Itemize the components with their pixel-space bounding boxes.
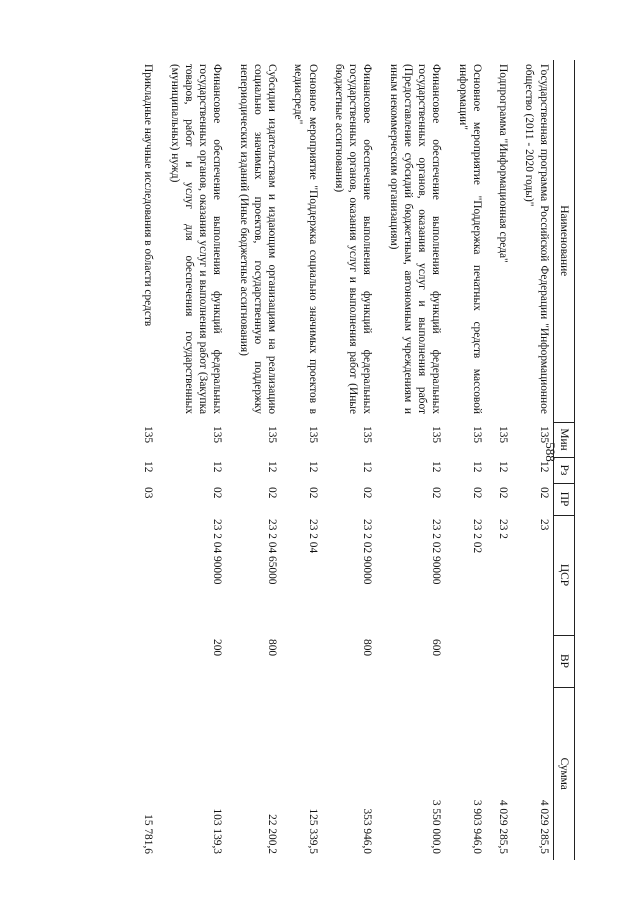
cell-min: 135 <box>537 426 550 444</box>
table-row <box>322 60 377 860</box>
cell-rz: 12 <box>306 461 319 473</box>
header-name: Наименование <box>553 60 574 422</box>
cell-pr: 02 <box>471 487 483 499</box>
cell-csr: 23 2 02 <box>471 519 483 554</box>
cell-pr: 02 <box>211 487 224 499</box>
cell-vr <box>446 635 487 687</box>
cell-csr: 23 2 04 65000 <box>266 519 279 585</box>
cell-name: Подпрограмма "Информационная среда" <box>497 64 510 263</box>
cell-name: Основное мероприятие "Поддержка социально значимых проектов в медиасреде" <box>292 64 319 414</box>
cell-rz: 12 <box>211 461 224 473</box>
cell-sum: 125 339,5 <box>306 808 319 854</box>
header-csr: ЦСР <box>553 515 574 635</box>
header-rz: Рз <box>553 457 574 483</box>
header-pr: ПР <box>553 483 574 515</box>
cell-min: 135 <box>497 426 510 444</box>
cell-name: Субсидии издательствам и издающим организациям на реализацию социально значимых проектов, государственную поддержку непериодических изданий (Иные бюджетные ассигнования) <box>237 64 279 414</box>
cell-pr: 02 <box>361 487 374 499</box>
cell-pr: 02 <box>537 487 550 499</box>
budget-table <box>131 60 575 860</box>
cell-csr: 23 2 04 90000 <box>211 519 224 585</box>
cell-min: 135 <box>211 426 224 444</box>
cell-sum: 3 903 946,0 <box>471 799 483 854</box>
cell-vr: 800 <box>266 639 279 657</box>
cell-vr: 200 <box>211 639 224 657</box>
cell-rz: 12 <box>266 461 279 473</box>
cell-sum: 22 200,2 <box>266 814 279 854</box>
cell-name: Финансовое обеспечение выполнения функций федеральных государственных органов, оказания услуг и выполнения работ (Иные бюджетные ассигнования) <box>333 64 374 414</box>
cell-min: 135 <box>266 426 279 444</box>
cell-rz: 12 <box>471 461 483 473</box>
header-vr: ВР <box>553 635 574 687</box>
cell-pr: 02 <box>497 487 510 499</box>
cell-sum: 4 029 285,5 <box>497 799 510 854</box>
cell-sum: 3 550 000,0 <box>430 799 443 854</box>
cell-vr <box>131 635 157 687</box>
cell-min: 135 <box>142 426 155 444</box>
cell-name: Финансовое обеспечение выполнения функций федеральных государственных органов, оказания услуг и выполнения работ (Предоставление субсидий бюджетным, автономным учреждениям и иным некоммерческим организациям) <box>387 64 443 414</box>
table-row <box>512 60 553 860</box>
table-row <box>158 60 227 860</box>
cell-csr: 23 <box>537 519 550 531</box>
cell-rz: 12 <box>430 461 443 473</box>
table-body <box>131 60 553 860</box>
cell-sum: 103 139,3 <box>211 808 224 854</box>
table-header <box>553 60 574 860</box>
cell-pr: 03 <box>142 487 155 499</box>
header-sum: Сумма <box>553 687 574 860</box>
header-min: Мин <box>553 422 574 457</box>
table-row <box>486 60 512 860</box>
cell-pr: 02 <box>306 487 319 499</box>
cell-rz: 12 <box>361 461 374 473</box>
cell-name: Прикладные научные исследования в области средств <box>142 64 155 327</box>
table-row <box>131 60 157 860</box>
cell-min: 135 <box>361 426 374 444</box>
cell-sum: 15 781,6 <box>142 814 155 854</box>
cell-name: Финансовое обеспечение выполнения функций федеральных государственных органов, оказания услуг и выполнения работ (Закупка товаров, работ и услуг для обеспечения государственных (муниципальных) нужд) <box>168 64 224 414</box>
cell-rz: 12 <box>497 461 510 473</box>
cell-min: 135 <box>471 426 483 444</box>
cell-sum: 4 029 285,5 <box>537 799 550 854</box>
cell-min: 135 <box>430 426 443 444</box>
page-number: 588 <box>543 442 558 462</box>
cell-csr: 23 2 04 <box>306 519 319 554</box>
rotated-page-content <box>65 60 575 860</box>
cell-name: Государственная программа Российской Федерации "Информационное общество (2011 - 2020 годы)" <box>523 64 550 414</box>
cell-csr: 23 2 02 90000 <box>430 519 443 585</box>
cell-rz: 12 <box>537 461 550 473</box>
cell-vr: 800 <box>361 639 374 657</box>
cell-name: Основное мероприятие "Поддержка печатных средств массовой информации" <box>456 64 483 414</box>
cell-pr: 02 <box>266 487 279 499</box>
cell-min: 135 <box>306 426 319 444</box>
cell-vr <box>512 635 553 687</box>
table-row <box>446 60 487 860</box>
cell-csr: 23 2 02 90000 <box>361 519 374 585</box>
cell-vr <box>486 635 512 687</box>
cell-pr: 02 <box>430 487 443 499</box>
cell-csr <box>131 515 157 635</box>
cell-csr: 23 2 <box>497 519 510 539</box>
cell-vr <box>281 635 322 687</box>
cell-vr: 600 <box>430 639 443 657</box>
table-row <box>377 60 446 860</box>
cell-rz: 12 <box>142 461 155 473</box>
cell-sum: 353 946,0 <box>361 808 374 854</box>
table-row <box>227 60 282 860</box>
table-row <box>281 60 322 860</box>
